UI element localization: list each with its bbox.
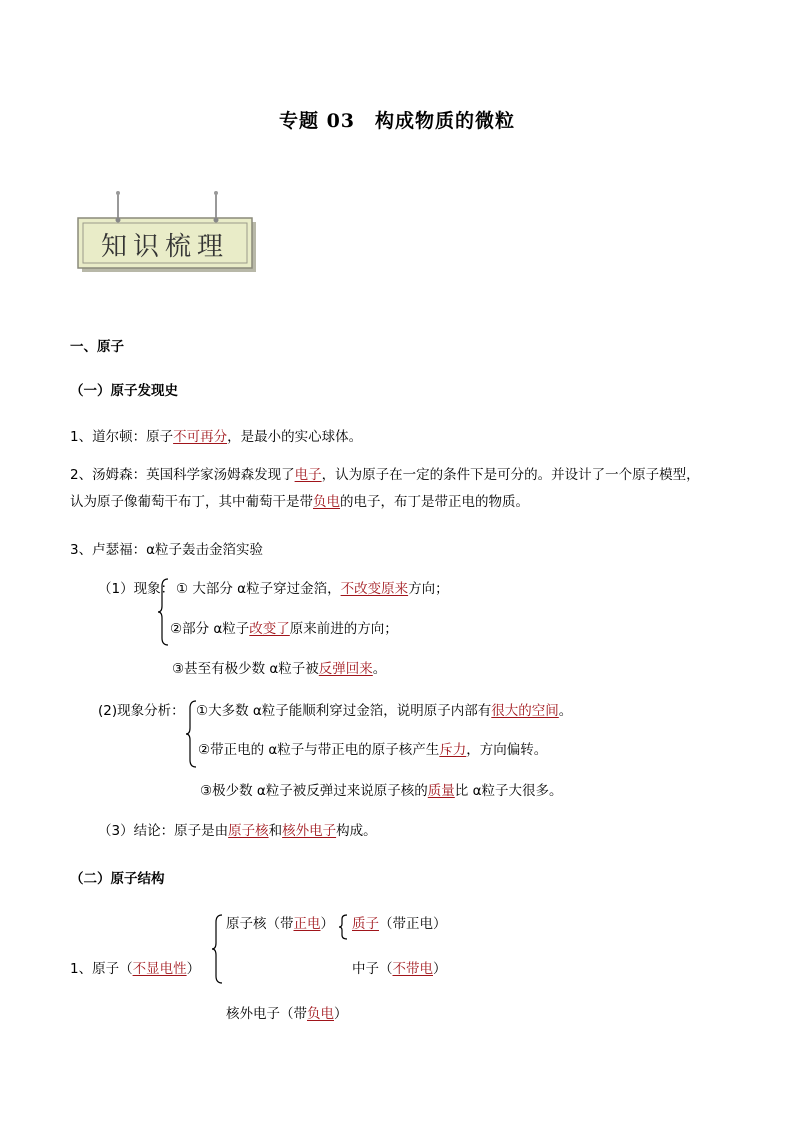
analysis-label: (2)现象分析： — [98, 703, 185, 719]
structure-proton: 质子（带正电） — [352, 916, 447, 932]
knowledge-sign — [74, 188, 259, 276]
nucleus-brace-icon — [339, 914, 349, 940]
paragraph-rutherford: 3、卢瑟福：α粒子轰击金箔实验 — [70, 542, 263, 558]
section-heading-atom: 一、原子 — [70, 339, 124, 355]
analysis-item-3: ③极少数 α粒子被反弹过来说原子核的质量比 α粒子大很多。 — [200, 783, 563, 799]
structure-nucleus: 原子核（带正电） — [226, 916, 334, 932]
conclusion: （3）结论：原子是由原子核和核外电子构成。 — [98, 823, 377, 839]
atom-brace-icon — [212, 914, 224, 984]
structure-atom: 1、原子（不显电性） — [70, 961, 201, 977]
paragraph-dalton: 1、道尔顿：原子不可再分，是最小的实心球体。 — [70, 429, 363, 445]
sign-label: 知识梳理 — [100, 232, 229, 262]
page-title: 专题 03 构成物质的微粒 — [278, 110, 516, 132]
phenomenon-label: （1）现象： — [98, 581, 175, 597]
analysis-item-1: ①大多数 α粒子能顺利穿过金箔，说明原子内部有很大的空间。 — [196, 703, 573, 719]
structure-neutron: 中子（不带电） — [352, 961, 447, 977]
phenomenon-brace-icon — [158, 578, 170, 646]
subsection-heading-history: （一）原子发现史 — [70, 383, 178, 399]
phenomenon-item-2: ②部分 α粒子改变了原来前进的方向； — [170, 621, 398, 637]
phenomenon-item-3: ③甚至有极少数 α粒子被反弹回来。 — [172, 661, 387, 677]
analysis-item-2: ②带正电的 α粒子与带正电的原子核产生斥力，方向偏转。 — [198, 742, 548, 758]
phenomenon-item-1: ① 大部分 α粒子穿过金箔，不改变原来方向； — [176, 581, 449, 597]
paragraph-thomson-line1: 2、汤姆森：英国科学家汤姆森发现了电子，认为原子在一定的条件下是可分的。并设计了一个原子模型， — [70, 467, 700, 483]
paragraph-thomson-line2: 认为原子像葡萄干布丁，其中葡萄干是带负电的电子，布丁是带正电的物质。 — [70, 494, 529, 510]
subsection-heading-structure: （二）原子结构 — [70, 871, 165, 887]
structure-electron: 核外电子（带负电） — [226, 1006, 348, 1022]
